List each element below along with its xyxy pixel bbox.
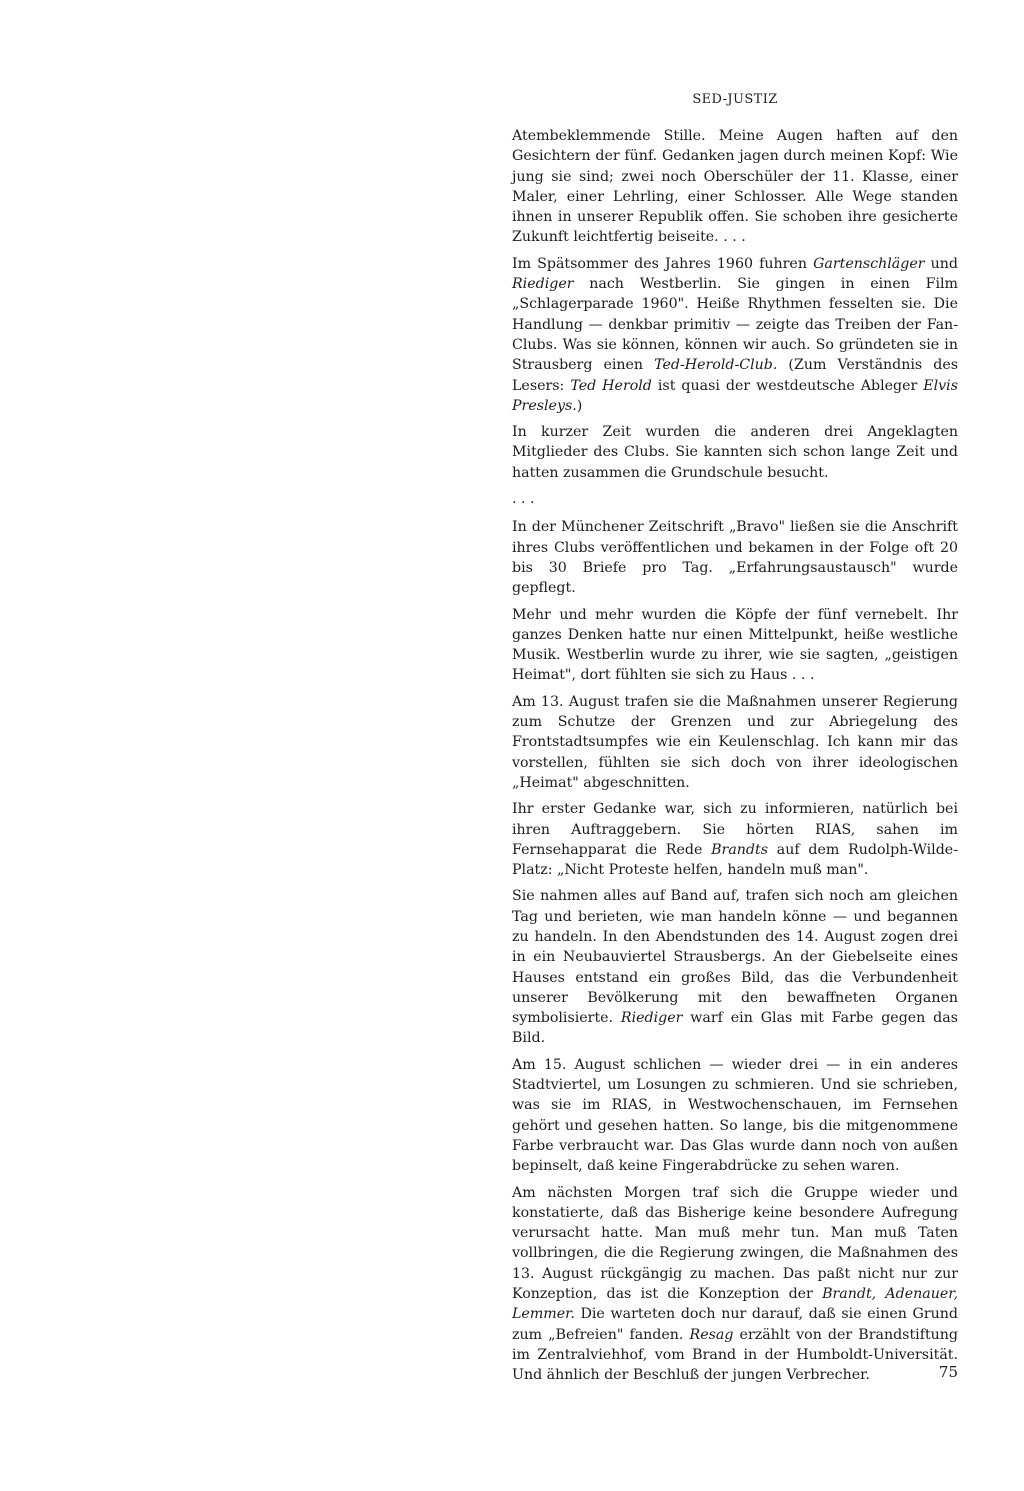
text-run: In der Münchener Zeitschrift „Bravo" ließen sie die Anschrift ihres Clubs veröffentlichen und bekamen in der Folge oft 20 bis 30 Briefe pro Tag. „Erfahrungsaustausch" wurde gepflegt. bbox=[512, 519, 958, 597]
text-run: Die warteten doch nur darauf, daß sie einen Grund zum „Befreien" fanden. bbox=[512, 1306, 958, 1343]
text-run: In kurzer Zeit wurden die anderen drei Angeklagten Mitglieder des Clubs. Sie kannten sich schon lange Zeit und hatten zusammen die Grundschule besucht. bbox=[512, 424, 958, 481]
text-run: ist quasi der westdeutsche Ableger bbox=[651, 377, 924, 394]
body-paragraph bbox=[512, 692, 958, 793]
italic-name: Brandt, Adenauer, Lemmer. bbox=[512, 1286, 958, 1323]
body-paragraph bbox=[512, 126, 958, 248]
italic-name: Resag bbox=[689, 1326, 734, 1343]
body-paragraph bbox=[512, 1055, 958, 1177]
body-paragraph bbox=[512, 799, 958, 880]
text-run: Am 15. August schlichen — wieder drei — in ein anderes Stadtviertel, um Losungen zu schmieren. Und sie schrieben, was sie im RIAS, in Westwochenschauen, im Fernsehen gehört und gesehen hatten. So lange, bis die mitgenommene Farbe verbraucht war. Das Glas wurde dann noch von außen bepinselt, daß keine Fingerabdrücke zu sehen waren. bbox=[512, 1056, 958, 1175]
body-paragraph bbox=[512, 517, 958, 598]
text-run: . . . bbox=[512, 491, 535, 508]
text-run: Im Spätsommer des Jahres 1960 fuhren bbox=[512, 255, 814, 272]
text-run: warf ein Glas mit Farbe gegen das Bild. bbox=[512, 1010, 959, 1047]
text-run: Mehr und mehr wurden die Köpfe der fünf vernebelt. Ihr ganzes Denken hatte nur einen Mittelpunkt, heiße westliche Musik. Westberlin wurde zu ihrer, wie sie sagten, „geistigen Heimat", dort fühlten sie sich zu Haus . . . bbox=[512, 606, 958, 684]
text-run: ) bbox=[576, 397, 583, 414]
body-paragraph bbox=[512, 254, 958, 416]
body-paragraph bbox=[512, 422, 958, 483]
body-text-column bbox=[512, 126, 958, 1392]
text-run: (Zum Verständnis des Lesers: bbox=[512, 357, 959, 394]
italic-name: Riediger bbox=[512, 276, 574, 293]
text-run: Am nächsten Morgen traf sich die Gruppe wieder und konstatierte, daß das Bisherige keine besondere Aufregung verursacht hatte. Man muß mehr tun. Man muß Taten vollbringen, die die Regierung zwingen, die Maßnahmen des 13. August rückgängig zu machen. Das paßt nicht nur zur Konzeption, das ist die Konzeption der bbox=[512, 1184, 958, 1303]
text-run: Ihr erster Gedanke war, sich zu informieren, natürlich bei ihren Auftraggebern. Sie hörten RIAS, sahen im Fernsehapparat die Rede bbox=[512, 801, 958, 858]
text-run: Sie nahmen alles auf Band auf, trafen sich noch am gleichen Tag und berieten, wie man handeln könne — und begannen zu handeln. In den Abendstunden des 14. August zogen drei in ein Neubauviertel Strausbergs. An der Giebelseite eines Hauses entstand ein großes Bild, das die Verbundenheit unserer Bevölkerung mit den bewaffneten Organen symbolisierte. bbox=[512, 888, 958, 1027]
italic-name: Ted Herold bbox=[570, 377, 652, 394]
italic-name: Elvis Presleys. bbox=[512, 377, 958, 414]
italic-name: Brandts bbox=[711, 841, 768, 858]
italic-name: Ted-Herold-Club. bbox=[654, 357, 778, 374]
italic-name: Gartenschläger bbox=[813, 255, 925, 272]
text-run: erzählt von der Brandstiftung im Zentralviehhof, vom Brand in der Humboldt-Universität. Und ähnlich der Beschluß der jungen Verbrecher. bbox=[512, 1326, 959, 1384]
body-paragraph bbox=[512, 1183, 958, 1386]
body-paragraph bbox=[512, 605, 958, 686]
text-run: Am 13. August trafen sie die Maßnahmen unserer Regierung zum Schutze der Grenzen und zur Abriegelung des Frontstadtsumpfes wie ein Keulenschlag. Ich kann mir das vorstellen, fühlten sie sich doch von ihrer ideologischen „Heimat" abgeschnitten. bbox=[512, 693, 958, 791]
ellipsis-separator bbox=[512, 489, 958, 509]
text-run: auf dem Rudolph-Wilde-Platz: „Nicht Proteste helfen, handeln muß man". bbox=[512, 841, 958, 879]
text-run: und bbox=[924, 255, 958, 272]
body-paragraph bbox=[512, 886, 958, 1048]
page-number: 75 bbox=[938, 1363, 958, 1381]
running-header: SED-JUSTIZ bbox=[692, 92, 778, 107]
italic-name: Riediger bbox=[620, 1010, 683, 1027]
text-run: nach Westberlin. Sie gingen in einen Film „Schlagerparade 1960". Heiße Rhythmen fesselten sie. Die Handlung — denkbar primitiv — zeigte das Treiben der Fan-Clubs. Was sie können, können wir auch. So gründeten sie in Strausberg einen bbox=[512, 276, 958, 374]
text-run: Atembeklemmende Stille. Meine Augen haften auf den Gesichtern der fünf. Gedanken jagen durch meinen Kopf: Wie jung sie sind; zwei noch Oberschüler der 11. Klasse, einer Maler, einer Lehrling, einer Schlosser. Alle Wege standen ihnen in unserer Republik offen. Sie schoben ihre gesicherte Zukunft leichtfertig beiseite. . . . bbox=[512, 128, 958, 246]
